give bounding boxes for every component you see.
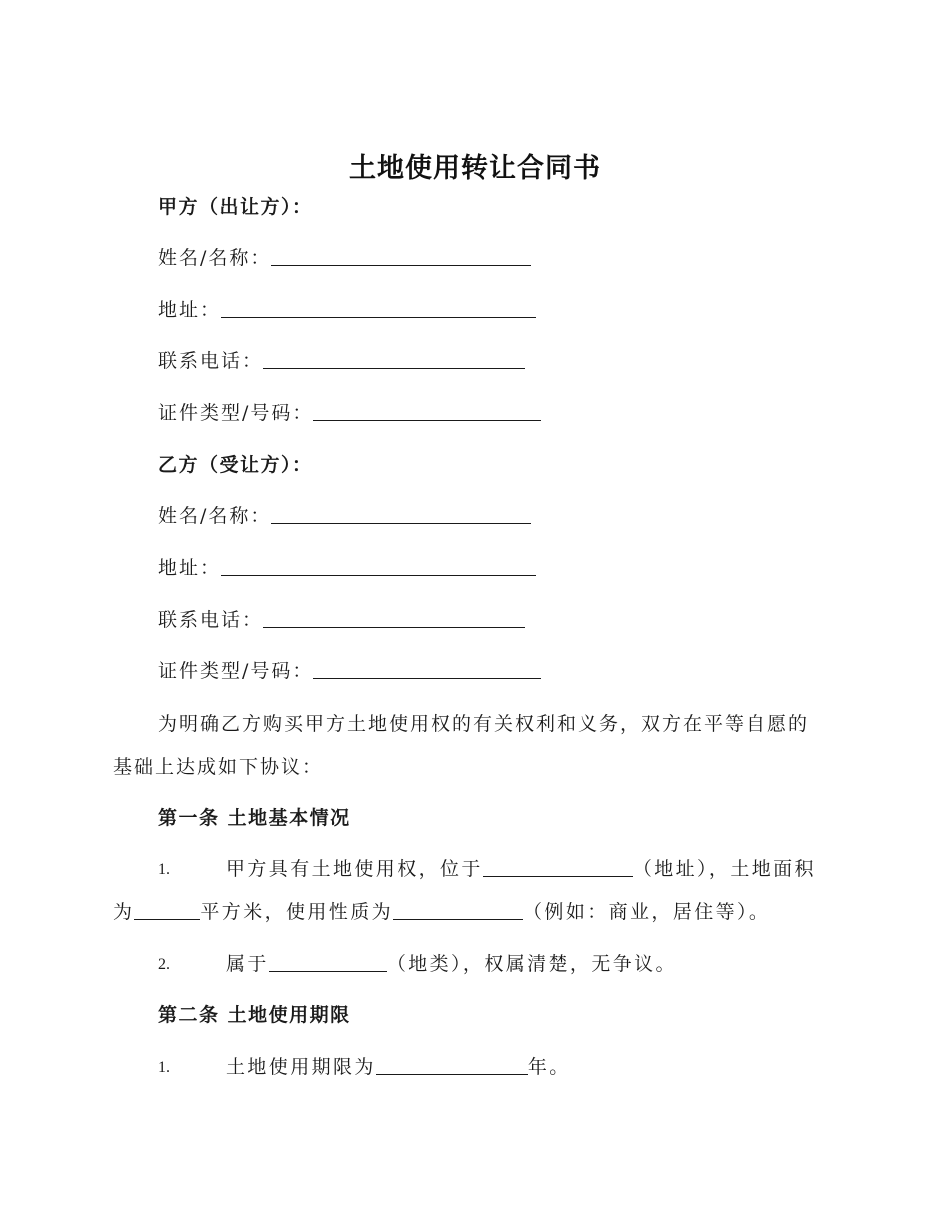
article-1-heading: 第一条 土地基本情况 xyxy=(158,807,351,829)
party-b-phone-row xyxy=(158,607,525,633)
party-b-name-row xyxy=(158,503,531,529)
area-blank[interactable] xyxy=(134,899,200,920)
location-blank[interactable] xyxy=(483,856,633,877)
article-2-item-1 xyxy=(226,1054,571,1080)
article-2-item-1-number: 1. xyxy=(158,1059,170,1076)
party-a-id-blank[interactable] xyxy=(313,400,541,421)
intro-line-2: 基础上达成如下协议： xyxy=(113,756,324,778)
party-b-heading: 乙方（受让方）： xyxy=(158,454,313,476)
party-b-address-label: 地址： xyxy=(158,557,222,579)
item-text: 为 xyxy=(113,901,135,923)
usage-type-blank[interactable] xyxy=(393,899,523,920)
party-b-name-blank[interactable] xyxy=(271,503,531,524)
item-text: 平方米，使用性质为 xyxy=(200,901,394,923)
party-a-address-blank[interactable] xyxy=(221,297,536,318)
item-text: 属于 xyxy=(226,953,269,975)
party-b-name-label: 姓名/名称： xyxy=(158,505,272,527)
party-b-address-row xyxy=(158,555,536,581)
party-a-heading: 甲方（出让方）： xyxy=(158,196,313,218)
party-a-name-blank[interactable] xyxy=(271,245,531,266)
item-text: 甲方具有土地使用权，位于 xyxy=(226,858,483,880)
party-a-phone-blank[interactable] xyxy=(263,348,525,369)
party-a-phone-label: 联系电话： xyxy=(158,350,264,372)
article-1-item-1-line-2 xyxy=(113,899,770,925)
party-a-name-label: 姓名/名称： xyxy=(158,247,272,269)
party-b-address-blank[interactable] xyxy=(221,555,536,576)
party-b-id-blank[interactable] xyxy=(313,658,541,679)
party-a-name-row xyxy=(158,245,531,271)
land-category-blank[interactable] xyxy=(269,951,387,972)
item-text: （例如：商业，居住等）。 xyxy=(523,901,771,923)
term-years-blank[interactable] xyxy=(376,1054,528,1075)
document-title: 土地使用转让合同书 xyxy=(349,153,601,184)
party-b-id-row xyxy=(158,658,541,684)
item-text: 土地使用期限为 xyxy=(226,1056,376,1078)
article-2-heading: 第二条 土地使用期限 xyxy=(158,1004,351,1026)
article-1-item-2 xyxy=(226,951,677,977)
party-a-phone-row xyxy=(158,348,525,374)
party-b-phone-label: 联系电话： xyxy=(158,609,264,631)
party-b-id-label: 证件类型/号码： xyxy=(158,660,314,682)
party-a-address-label: 地址： xyxy=(158,299,222,321)
intro-line-1: 为明确乙方购买甲方土地使用权的有关权利和义务，双方在平等自愿的 xyxy=(158,713,810,735)
party-b-phone-blank[interactable] xyxy=(263,607,525,628)
item-text: （地类），权属清楚，无争议。 xyxy=(386,953,677,975)
party-a-id-row xyxy=(158,400,541,426)
party-a-id-label: 证件类型/号码： xyxy=(158,402,314,424)
article-1-item-1-number: 1. xyxy=(158,861,170,878)
article-1-item-2-number: 2. xyxy=(158,956,170,973)
party-a-address-row xyxy=(158,297,536,323)
article-1-item-1-line-1 xyxy=(226,856,816,882)
item-text: （地址），土地面积 xyxy=(632,858,816,880)
item-text: 年。 xyxy=(527,1056,571,1078)
